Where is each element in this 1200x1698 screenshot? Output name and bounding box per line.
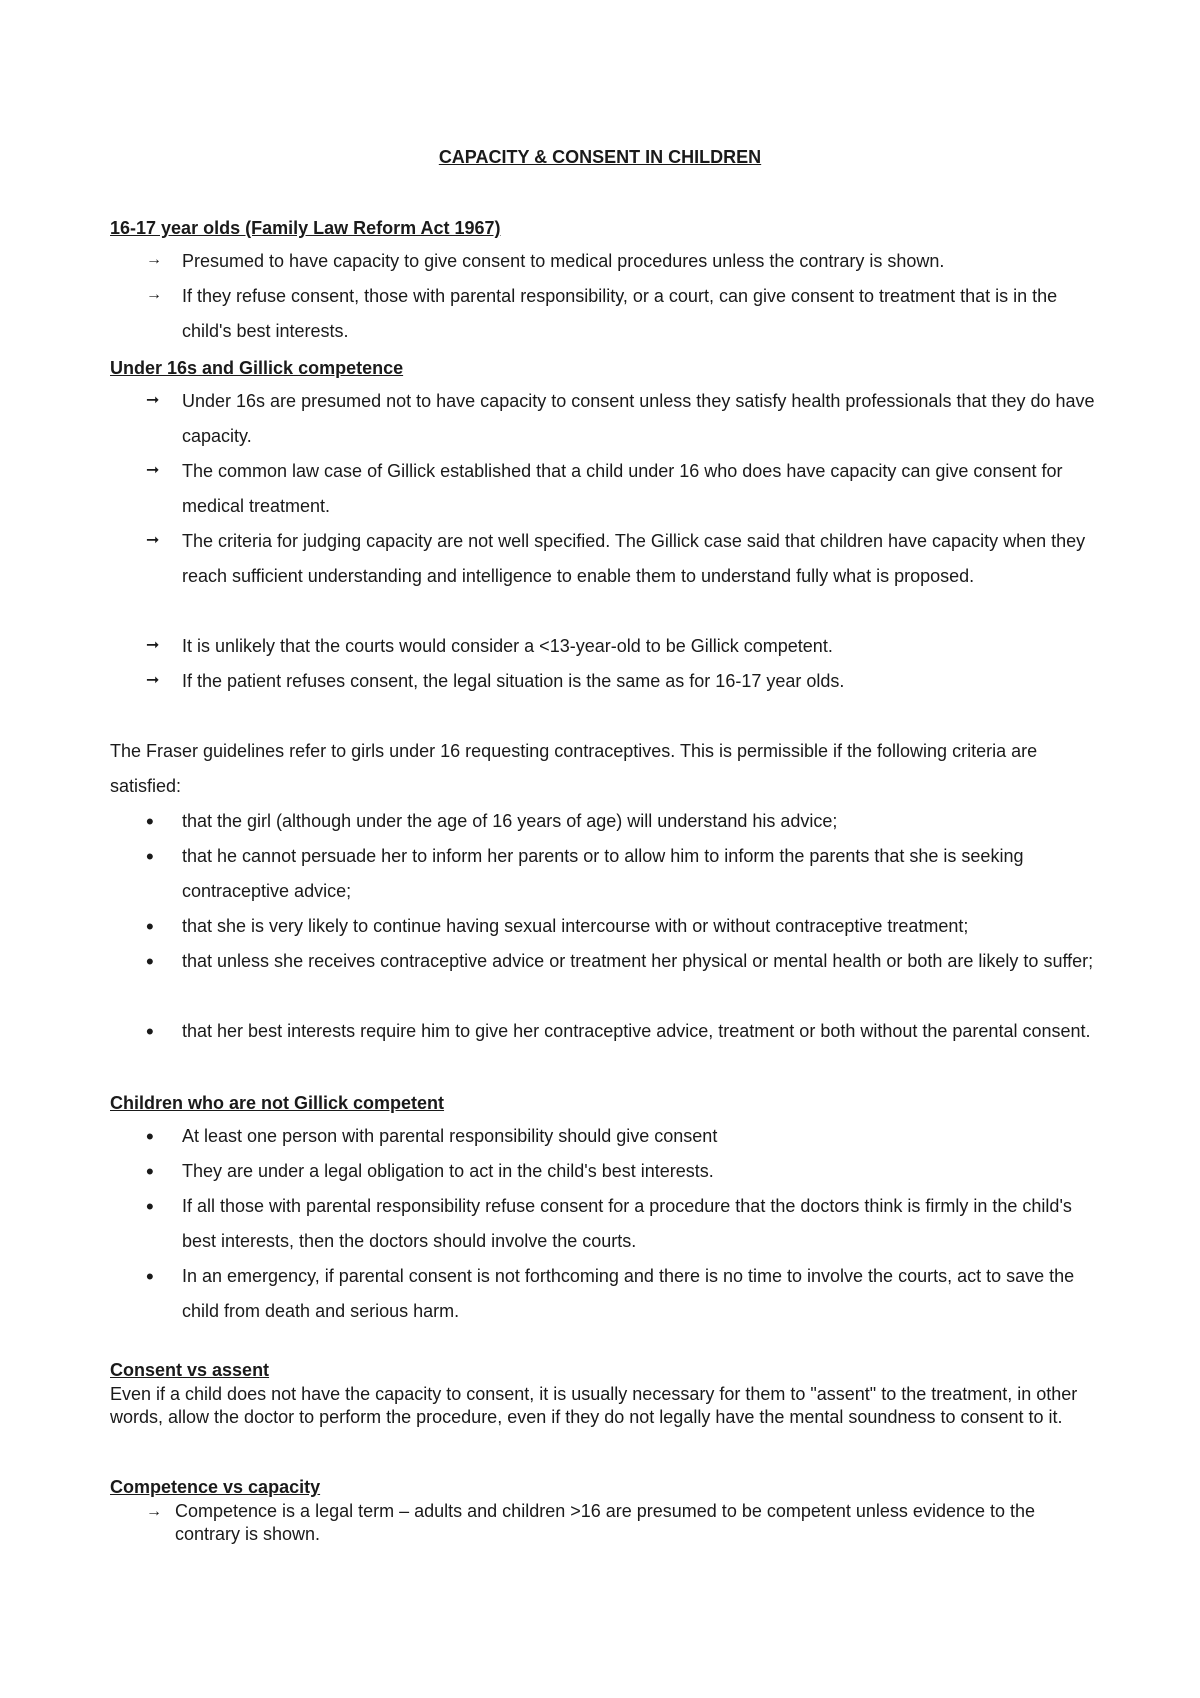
section-heading-16-17: 16-17 year olds (Family Law Reform Act 1967): [110, 218, 501, 238]
section-heading-gillick: Under 16s and Gillick competence: [110, 358, 404, 378]
list-item: that unless she receives contraceptive advice or treatment her physical or mental health or both are likely to suffer;: [182, 951, 1094, 971]
list-item: At least one person with parental responsibility should give consent: [182, 1126, 718, 1146]
list-item: Under 16s are presumed not to have capacity to consent unless they satisfy health professionals that they do have capacity.: [182, 391, 1095, 446]
fraser-intro: The Fraser guidelines refer to girls under 16 requesting contraceptives. This is permissible if the following criteria are satisfied:: [110, 741, 1038, 796]
list-item: The common law case of Gillick established that a child under 16 who does have capacity can give consent for medical treatment.: [182, 461, 1063, 516]
arrow-icon: →: [146, 1503, 162, 1520]
bullet-icon: •: [146, 809, 154, 834]
list-item: In an emergency, if parental consent is not forthcoming and there is no time to involve the courts, act to save the child from death and serious harm.: [182, 1266, 1075, 1321]
bold-arrow-icon: ➞: [146, 392, 160, 409]
bold-arrow-icon: ➞: [146, 672, 160, 689]
bold-arrow-icon: ➞: [146, 532, 160, 549]
bullet-icon: •: [146, 844, 154, 869]
list-item: If they refuse consent, those with parental responsibility, or a court, can give consent to treatment that is in the child's best interests.: [182, 286, 1058, 341]
list-item: The criteria for judging capacity are not well specified. The Gillick case said that children have capacity when they reach sufficient understanding and intelligence to enable them to understand fully what is proposed.: [182, 531, 1086, 586]
list-item: Competence is a legal term – adults and children >16 are presumed to be competent unless evidence to the contrary is shown.: [175, 1501, 1036, 1544]
list-item: that her best interests require him to give her contraceptive advice, treatment or both without the parental consent.: [182, 1021, 1091, 1041]
section-heading-not-gillick: Children who are not Gillick competent: [110, 1093, 445, 1113]
list-item: that the girl (although under the age of 16 years of age) will understand his advice;: [182, 811, 838, 831]
arrow-icon: →: [146, 251, 162, 268]
page-title: CAPACITY & CONSENT IN CHILDREN: [438, 147, 762, 167]
list-item: If the patient refuses consent, the legal situation is the same as for 16-17 year olds.: [182, 671, 845, 691]
arrow-icon: →: [146, 286, 162, 303]
bullet-icon: •: [146, 1019, 154, 1044]
bullet-icon: •: [146, 1194, 154, 1219]
list-item: that she is very likely to continue having sexual intercourse with or without contraceptive treatment;: [182, 916, 969, 936]
consent-assent-body: Even if a child does not have the capacity to consent, it is usually necessary for them to "assent" to the treatment, in other words, allow the doctor to perform the procedure, even if they do not legally have the mental soundness to consent to it.: [110, 1384, 1078, 1427]
list-item: Presumed to have capacity to give consent to medical procedures unless the contrary is shown.: [182, 251, 945, 271]
bullet-icon: •: [146, 1264, 154, 1289]
list-item: They are under a legal obligation to act in the child's best interests.: [182, 1161, 714, 1181]
list-item: that he cannot persuade her to inform her parents or to allow him to inform the parents that she is seeking contraceptive advice;: [182, 846, 1024, 901]
bullet-icon: •: [146, 1159, 154, 1184]
bold-arrow-icon: ➞: [146, 462, 160, 479]
list-item: If all those with parental responsibility refuse consent for a procedure that the doctors think is firmly in the child's best interests, then the doctors should involve the courts.: [182, 1196, 1072, 1251]
bullet-icon: •: [146, 949, 154, 974]
bullet-icon: •: [146, 1124, 154, 1149]
section-heading-competence-capacity: Competence vs capacity: [110, 1477, 321, 1497]
section-heading-consent-assent: Consent vs assent: [110, 1360, 270, 1380]
bullet-icon: •: [146, 914, 154, 939]
list-item: It is unlikely that the courts would consider a <13-year-old to be Gillick competent.: [182, 636, 833, 656]
bold-arrow-icon: ➞: [146, 637, 160, 654]
